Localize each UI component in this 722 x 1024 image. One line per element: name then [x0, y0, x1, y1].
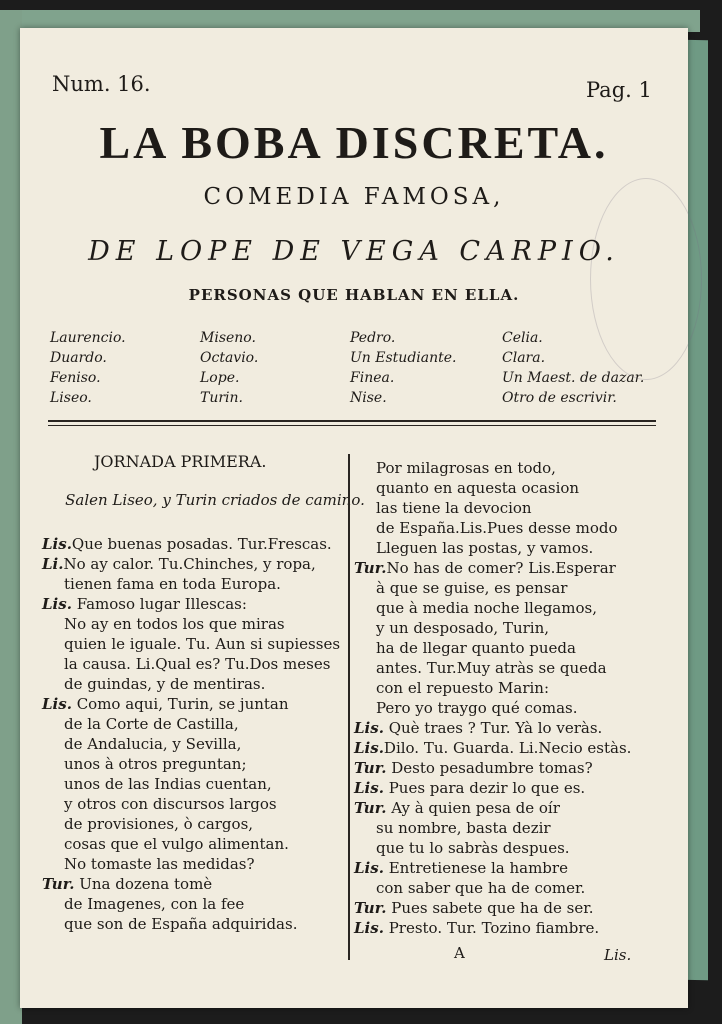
- cast-name: Liseo.: [50, 390, 92, 406]
- verse-text: que son de España adquiridas.: [64, 915, 298, 933]
- verse-text: que à media noche llegamos,: [376, 599, 597, 617]
- verse-text: quanto en aquesta ocasion: [376, 479, 580, 497]
- verse-text: de Imagenes, con la fee: [64, 895, 245, 913]
- verse-line: [42, 594, 362, 614]
- page: [20, 28, 688, 1008]
- cast-name: Un Estudiante.: [350, 350, 457, 366]
- speaker-label: Tur.: [354, 759, 387, 777]
- right-text-column: [354, 458, 674, 938]
- speaker-label: Tur.: [354, 899, 387, 917]
- verse-line: [42, 834, 362, 854]
- cast-name: Un Maest. de dazar.: [502, 370, 645, 386]
- verse-text: Como aqui, Turin, se juntan: [71, 695, 289, 713]
- verse-text: No ay en todos los que miras: [64, 615, 285, 633]
- speaker-label: Li.: [42, 555, 64, 573]
- binding-left: [0, 10, 22, 1024]
- cast-name: Celia.: [502, 330, 543, 346]
- cast-name: Turin.: [200, 390, 243, 406]
- cast-column-2: [200, 328, 258, 408]
- verse-line: [42, 674, 362, 694]
- verse-line: [354, 478, 674, 498]
- stage-direction: Salen Liseo, y Turin criados de camino.: [65, 491, 365, 509]
- verse-text: unos à otros preguntan;: [64, 755, 247, 773]
- verse-line: [354, 578, 674, 598]
- verse-line: [42, 654, 362, 674]
- cast-name: Lope.: [200, 370, 240, 386]
- verse-line: [354, 638, 674, 658]
- verse-line: [42, 874, 362, 894]
- verse-text: No has de comer? Lis.Esperar: [386, 559, 616, 577]
- verse-line: [42, 634, 362, 654]
- verse-line: [354, 878, 674, 898]
- verse-text: cosas que el vulgo alimentan.: [64, 835, 289, 853]
- verse-text: Ay à quien pesa de oír: [386, 799, 560, 817]
- verse-line: [42, 794, 362, 814]
- verse-text: Famoso lugar Illescas:: [71, 595, 247, 613]
- speaker-label: Tur.: [354, 559, 387, 577]
- cast-column-4: [502, 328, 644, 408]
- verse-text: Què traes ? Tur. Yà lo veràs.: [383, 719, 603, 737]
- verse-line: [354, 838, 674, 858]
- verse-line: [354, 498, 674, 518]
- section-rule-thin: [48, 425, 656, 426]
- speaker-label: Lis.: [354, 779, 384, 797]
- verse-text: Que buenas posadas. Tur.Frescas.: [71, 535, 332, 553]
- verse-text: tienen fama en toda Europa.: [64, 575, 281, 593]
- cast-name: Otro de escrivir.: [502, 390, 617, 406]
- verse-line: [354, 758, 674, 778]
- cast-column-1: [50, 328, 126, 408]
- speaker-label: Lis.: [354, 859, 384, 877]
- verse-text: Pues para dezir lo que es.: [383, 779, 586, 797]
- verse-line: [354, 718, 674, 738]
- play-author: DE LOPE DE VEGA CARPIO.: [88, 236, 620, 267]
- issue-number: Num. 16.: [52, 72, 151, 96]
- cast-column-3: [350, 328, 456, 408]
- verse-text: Pero yo traygo qué comas.: [376, 699, 578, 717]
- play-subtitle: COMEDIA FAMOSA,: [203, 184, 505, 210]
- verse-line: [354, 458, 674, 478]
- verse-line: [354, 818, 674, 838]
- cast-name: Nise.: [350, 390, 387, 406]
- verse-text: No tomaste las medidas?: [64, 855, 255, 873]
- verse-text: de España.Lis.Pues desse modo: [376, 519, 618, 537]
- section-rule: [48, 420, 656, 422]
- verse-line: [42, 894, 362, 914]
- verse-line: [354, 858, 674, 878]
- verse-line: [42, 694, 362, 714]
- page-number: Pag. 1: [586, 78, 652, 102]
- verse-text: Presto. Tur. Tozino fiambre.: [383, 919, 600, 937]
- verse-line: [354, 898, 674, 918]
- verse-line: [354, 618, 674, 638]
- verse-line: [42, 914, 362, 934]
- speaker-label: Lis.: [354, 919, 384, 937]
- verse-text: Entretienese la hambre: [383, 859, 568, 877]
- verse-line: [354, 598, 674, 618]
- signature-mark: A: [454, 944, 465, 962]
- cast-name: Duardo.: [50, 350, 107, 366]
- verse-line: [354, 518, 674, 538]
- speaker-label: Tur.: [42, 875, 75, 893]
- catchword: Lis.: [604, 946, 632, 964]
- verse-line: [42, 554, 362, 574]
- cast-heading: PERSONAS QUE HABLAN EN ELLA.: [188, 286, 520, 304]
- verse-text: su nombre, basta dezir: [376, 819, 551, 837]
- speaker-label: Lis.: [354, 719, 384, 737]
- verse-text: quien le iguale. Tu. Aun si supiesses: [64, 635, 341, 653]
- verse-line: [42, 754, 362, 774]
- verse-text: No ay calor. Tu.Chinches, y ropa,: [63, 555, 316, 573]
- verse-text: Una dozena tomè: [74, 875, 213, 893]
- verse-text: de Andalucia, y Sevilla,: [64, 735, 242, 753]
- verse-line: [354, 918, 674, 938]
- verse-text: à que se guise, es pensar: [376, 579, 568, 597]
- cast-name: Finea.: [350, 370, 395, 386]
- cast-name: Octavio.: [200, 350, 259, 366]
- verse-line: [42, 714, 362, 734]
- verse-line: [42, 734, 362, 754]
- cast-name: Clara.: [502, 350, 546, 366]
- verse-text: y un desposado, Turin,: [376, 619, 550, 637]
- verse-line: [42, 774, 362, 794]
- verse-line: [42, 814, 362, 834]
- verse-text: de provisiones, ò cargos,: [64, 815, 254, 833]
- verse-text: de la Corte de Castilla,: [64, 715, 239, 733]
- speaker-label: Lis.: [42, 535, 72, 553]
- verse-text: Por milagrosas en todo,: [376, 459, 556, 477]
- verse-text: antes. Tur.Muy atràs se queda: [376, 659, 607, 677]
- verse-line: [42, 854, 362, 874]
- verse-text: ha de llegar quanto pueda: [376, 639, 576, 657]
- speaker-label: Lis.: [354, 739, 384, 757]
- verse-line: [42, 574, 362, 594]
- verse-text: Desto pesadumbre tomas?: [386, 759, 593, 777]
- verse-text: la causa. Li.Qual es? Tu.Dos meses: [64, 655, 331, 673]
- verse-line: [354, 538, 674, 558]
- verse-text: con saber que ha de comer.: [376, 879, 586, 897]
- verse-line: [354, 658, 674, 678]
- verse-text: unos de las Indias cuentan,: [64, 775, 272, 793]
- verse-text: que tu lo sabràs despues.: [376, 839, 570, 857]
- cast-name: Miseno.: [200, 330, 256, 346]
- verse-line: [354, 738, 674, 758]
- verse-line: [354, 558, 674, 578]
- verse-text: y otros con discursos largos: [64, 795, 277, 813]
- verse-text: Dilo. Tu. Guarda. Li.Necio estàs.: [383, 739, 632, 757]
- verse-line: [354, 698, 674, 718]
- verse-line: [354, 778, 674, 798]
- left-text-column: [42, 534, 362, 934]
- cast-name: Pedro.: [350, 330, 396, 346]
- verse-text: con el repuesto Marin:: [376, 679, 549, 697]
- verse-line: [354, 678, 674, 698]
- act-heading: JORNADA PRIMERA.: [94, 452, 267, 471]
- speaker-label: Tur.: [354, 799, 387, 817]
- verse-text: las tiene la devocion: [376, 499, 532, 517]
- play-title: LA BOBA DISCRETA.: [99, 117, 609, 168]
- verse-text: Lleguen las postas, y vamos.: [376, 539, 594, 557]
- speaker-label: Lis.: [42, 695, 72, 713]
- verse-line: [42, 534, 362, 554]
- verse-text: de guindas, y de mentiras.: [64, 675, 266, 693]
- cast-name: Feniso.: [50, 370, 101, 386]
- cast-name: Laurencio.: [50, 330, 126, 346]
- verse-line: [42, 614, 362, 634]
- verse-line: [354, 798, 674, 818]
- speaker-label: Lis.: [42, 595, 72, 613]
- verse-text: Pues sabete que ha de ser.: [386, 899, 594, 917]
